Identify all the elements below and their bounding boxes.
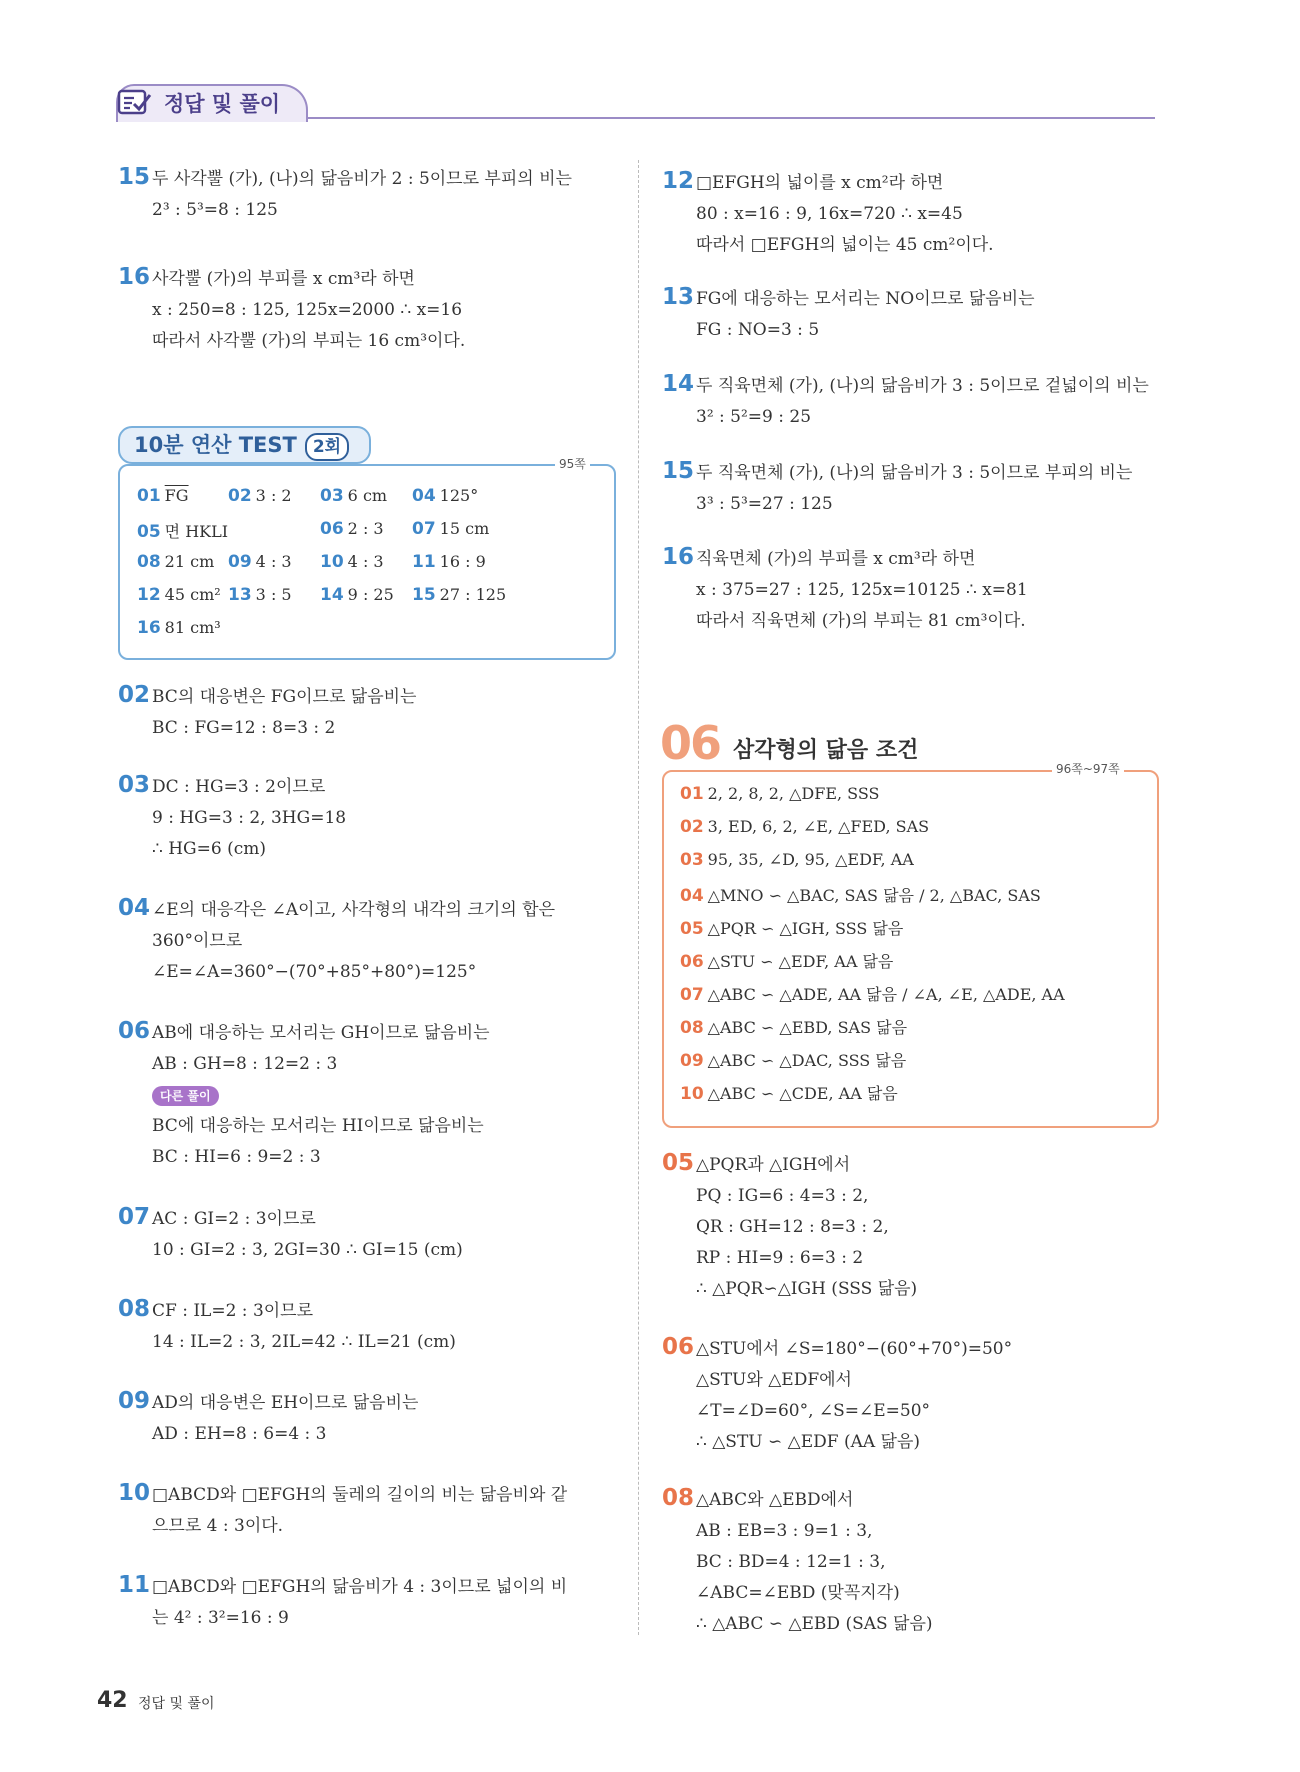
footer-label: 정답 및 풀이 <box>138 1696 215 1712</box>
test-answer: 02 3 : 2 <box>228 486 292 506</box>
test-answer: 11 16 : 9 <box>412 552 486 572</box>
solution-09: 09 AD의 대응변은 EH이므로 닮음비는 AD : EH=8 : 6=4 : 3 <box>118 1388 419 1444</box>
solution-10: 10 □ABCD와 □EFGH의 둘레의 길이의 비는 닮음비와 같 으므로 4 : 3이다. <box>118 1480 568 1536</box>
solution-line: 따라서 사각뿔 (가)의 부피는 16 cm³이다. <box>152 331 466 351</box>
checklist-icon <box>117 88 153 118</box>
test-answer: 10 4 : 3 <box>320 552 384 572</box>
test-answer: 07 15 cm <box>412 519 490 539</box>
page-number: 42 <box>97 1688 128 1713</box>
test-answer: 06 2 : 3 <box>320 519 384 539</box>
alt-solution-badge: 다른 풀이 <box>152 1086 219 1106</box>
solution-11: 11 □ABCD와 □EFGH의 닮음비가 4 : 3이므로 넓이의 비 는 4² : 3²=16 : 9 <box>118 1572 568 1628</box>
header-rule <box>300 117 1155 119</box>
problem-number: 16 <box>118 264 151 290</box>
solution-08: 08 CF : IL=2 : 3이므로 14 : IL=2 : 3, 2IL=42 ∴ IL=21 (cm) <box>118 1296 456 1352</box>
test-answer: 04 125° <box>412 486 479 506</box>
test-answer: 03 6 cm <box>320 486 388 506</box>
section-title: 삼각형의 닮음 조건 <box>733 738 919 763</box>
solution-s05: 05 △PQR과 △IGH에서 PQ : IG=6 : 4=3 : 2, QR : GH=12 : 8=3 : 2, RP : HI=9 : 6=3 : 2 ∴ △PQR∽△IGH (SSS 닮음) <box>662 1150 918 1299</box>
section-answer: 09 △ABC ∽ △DAC, SSS 닮음 <box>680 1051 907 1071</box>
section-answer: 04 △MNO ∽ △BAC, SAS 닮음 / 2, △BAC, SAS <box>680 886 1041 906</box>
solution-r14: 14 두 직육면체 (가), (나)의 닮음비가 3 : 5이므로 겉넓이의 비는 3² : 5²=9 : 25 <box>662 371 1149 427</box>
section-answer: 06 △STU ∽ △EDF, AA 닮음 <box>680 952 894 972</box>
section-answer: 01 2, 2, 8, 2, △DFE, SSS <box>680 784 880 804</box>
solution-s06: 06 △STU에서 ∠S=180°−(60°+70°)=50° △STU와 △EDF에서 ∠T=∠D=60°, ∠S=∠E=50° ∴ △STU ∽ △EDF (AA 닮음) <box>662 1334 1013 1452</box>
test-title: 10분 연산 TEST <box>134 433 297 457</box>
test-answer: 09 4 : 3 <box>228 552 292 572</box>
column-divider <box>638 160 639 1635</box>
test-answer: 05 면 HKLI <box>137 522 229 542</box>
solution-line: 2³ : 5³=8 : 125 <box>152 200 278 220</box>
test-title-tab <box>118 426 371 464</box>
solution-r15: 15 두 직육면체 (가), (나)의 닮음비가 3 : 5이므로 부피의 비는 3³ : 5³=27 : 125 <box>662 458 1133 514</box>
solution-03: 03 DC : HG=3 : 2이므로 9 : HG=3 : 2, 3HG=18 ∴ HG=6 (cm) <box>118 772 347 859</box>
test-answer: 12 45 cm² <box>137 585 221 605</box>
test-page-ref: 95쪽 <box>555 455 590 472</box>
solution-16 <box>118 262 465 357</box>
solution-line: x : 250=8 : 125, 125x=2000 ∴ x=16 <box>152 300 463 320</box>
solution-04: 04 ∠E의 대응각은 ∠A이고, 사각형의 내각의 크기의 합은 360°이므로 ∠E=∠A=360°−(70°+85°+80°)=125° <box>118 895 556 982</box>
solution-02: 02 BC의 대응변은 FG이므로 닮음비는 BC : FG=12 : 8=3 : 2 <box>118 682 417 738</box>
test-answer: 08 21 cm <box>137 552 215 572</box>
test-answer: 16 81 cm³ <box>137 618 221 638</box>
section-answer: 07 △ABC ∽ △ADE, AA 닮음 / ∠A, ∠E, △ADE, AA <box>680 985 1065 1005</box>
problem-number: 15 <box>118 164 151 190</box>
section-answer: 03 95, 35, ∠D, 95, △EDF, AA <box>680 850 914 870</box>
test-answer: 15 27 : 125 <box>412 585 507 605</box>
solution-r16: 16 직육면체 (가)의 부피를 x cm³라 하면 x : 375=27 : 125, 125x=10125 ∴ x=81 따라서 직육면체 (가)의 부피는 81 cm³이다. <box>662 544 1028 631</box>
solution-15 <box>118 162 572 226</box>
section-answer: 08 △ABC ∽ △EBD, SAS 닮음 <box>680 1018 908 1038</box>
solution-06: 06 AB에 대응하는 모서리는 GH이므로 닮음비는 AB : GH=8 : 12=2 : 3 다른 풀이 BC에 대응하는 모서리는 HI이므로 닮음비는 BC : HI=6 : 9=2 : 3 <box>118 1018 490 1167</box>
test-answer: 13 3 : 5 <box>228 585 292 605</box>
solution-s08: 08 △ABC와 △EBD에서 AB : EB=3 : 9=1 : 3, BC : BD=4 : 12=1 : 3, ∠ABC=∠EBD (맞꼭지각) ∴ △ABC ∽ △EBD (SAS 닮음) <box>662 1485 933 1634</box>
solution-r13: 13 FG에 대응하는 모서리는 NO이므로 닮음비는 FG : NO=3 : 5 <box>662 284 1035 340</box>
test-answer: 14 9 : 25 <box>320 585 394 605</box>
solution-07: 07 AC : GI=2 : 3이므로 10 : GI=2 : 3, 2GI=30 ∴ GI=15 (cm) <box>118 1204 463 1260</box>
section-number: 06 <box>660 716 721 770</box>
test-round-badge: 2회 <box>305 433 349 461</box>
section-answer: 02 3, ED, 6, 2, ∠E, △FED, SAS <box>680 817 930 837</box>
section-answer: 10 △ABC ∽ △CDE, AA 닮음 <box>680 1084 898 1104</box>
solution-line: 두 사각뿔 (가), (나)의 닮음비가 2 : 5이므로 부피의 비는 <box>152 169 572 189</box>
header-title: 정답 및 풀이 <box>164 92 281 116</box>
solution-r12: 12 □EFGH의 넓이를 x cm²라 하면 80 : x=16 : 9, 16x=720 ∴ x=45 따라서 □EFGH의 넓이는 45 cm²이다. <box>662 168 994 255</box>
section-page-ref: 96쪽~97쪽 <box>1052 760 1124 777</box>
solution-line: 사각뿔 (가)의 부피를 x cm³라 하면 <box>152 269 415 289</box>
section-answer: 05 △PQR ∽ △IGH, SSS 닮음 <box>680 919 904 939</box>
test-answer: 01 $\overline{FG}$ <box>137 486 189 506</box>
